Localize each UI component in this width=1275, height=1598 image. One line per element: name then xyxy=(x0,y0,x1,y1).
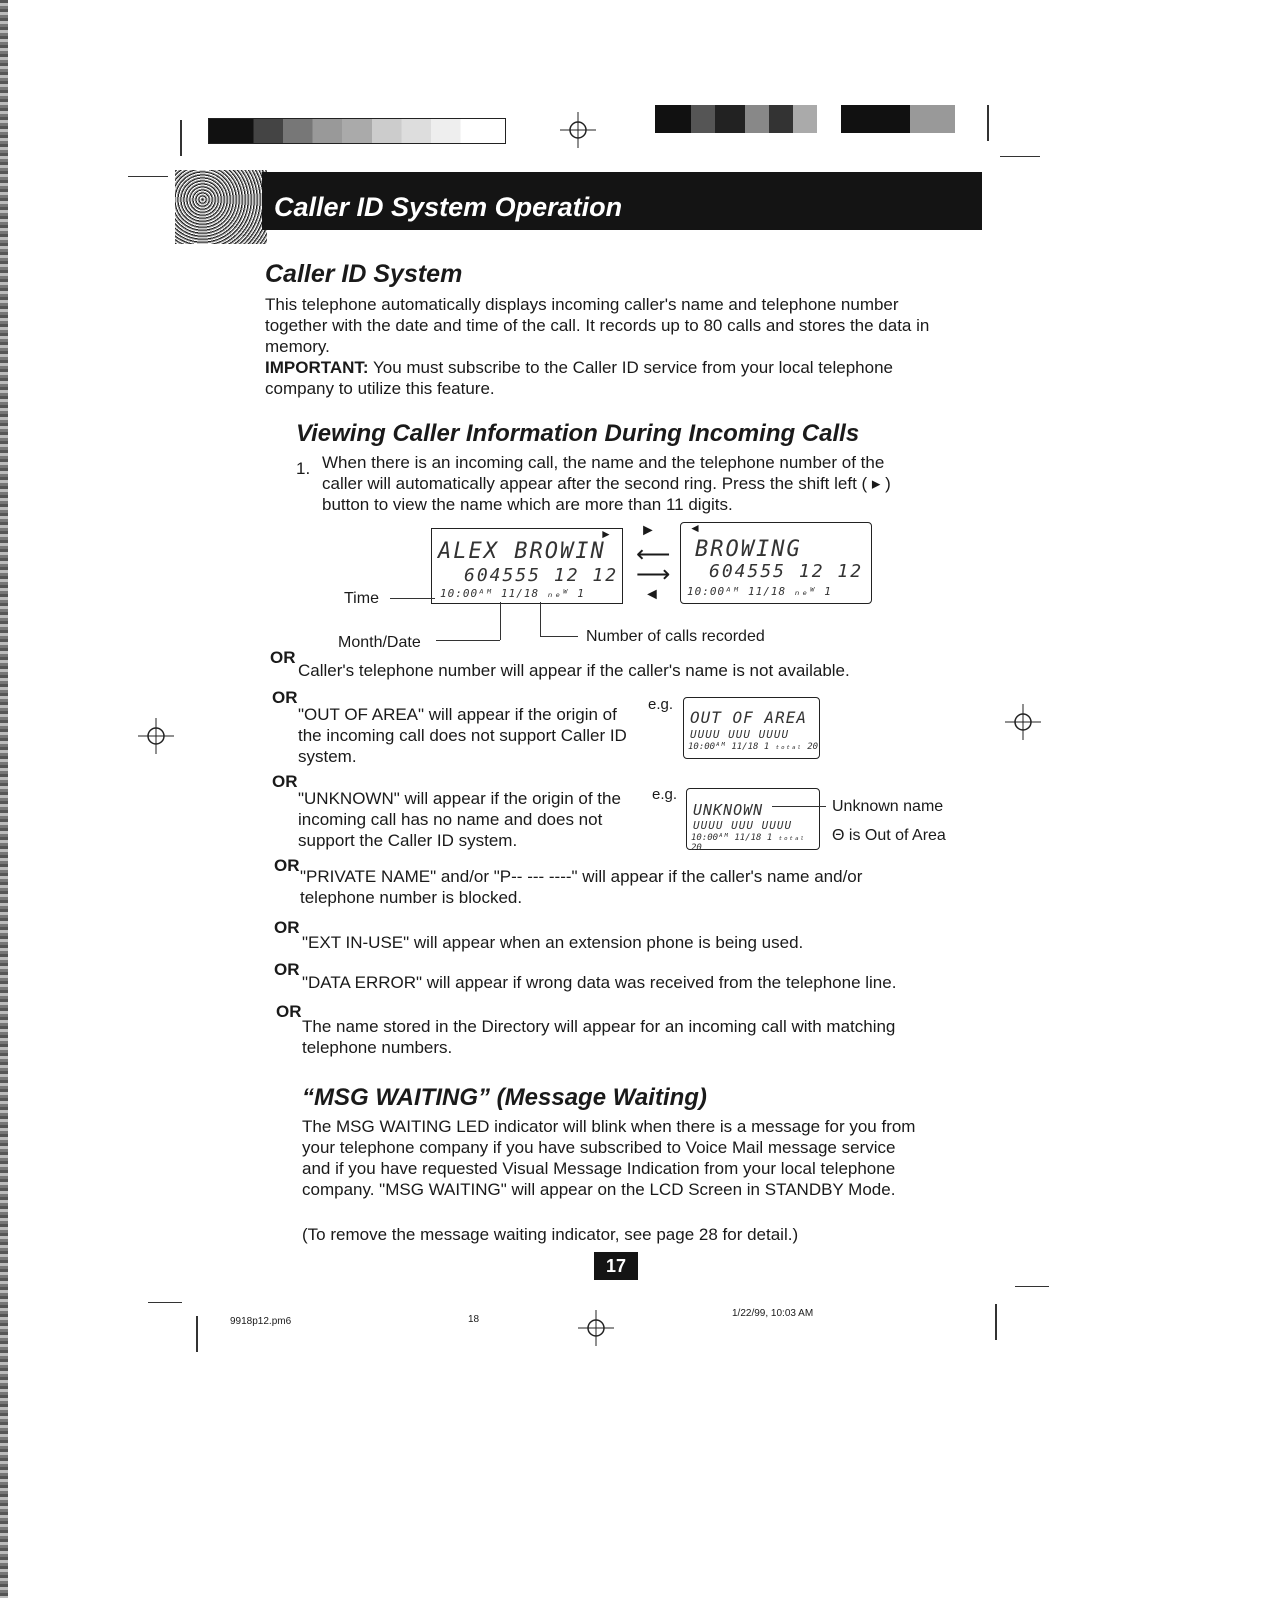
important-text: You must subscribe to the Caller ID service from your local telephone company to utilize this feature. xyxy=(265,358,893,398)
intro-text: This telephone automatically displays incoming caller's name and telephone number together with the date and time of the call. It records up to 80 calls and stores the data in memory. xyxy=(265,295,930,356)
or-label: OR xyxy=(272,772,298,791)
right-arrow-icon: ► xyxy=(640,522,656,539)
right-arrow-icon: ⟶ xyxy=(636,561,671,588)
lcd-line1: ALEX BROWIN xyxy=(438,539,606,564)
leader-line xyxy=(540,636,578,637)
crop-mark xyxy=(1015,1286,1049,1287)
eg-label: e.g. xyxy=(648,696,674,713)
lcd-line2: UUUU UUU UUUU xyxy=(690,728,790,741)
out-of-area-symbol-label: Θ is Out of Area xyxy=(832,827,946,844)
msg-note: (To remove the message waiting indicator, see page 28 for detail.) xyxy=(302,1225,799,1244)
shift-arrow-icon: ► xyxy=(600,527,612,541)
leader-line xyxy=(500,602,501,640)
crop-mark xyxy=(180,120,182,156)
section-title: Caller ID System xyxy=(265,260,463,288)
or-label: OR xyxy=(276,1002,302,1021)
lcd-line3: 10:00ᴬᴹ 11/18 ₙₑᵂ 1 xyxy=(440,587,585,600)
crop-mark xyxy=(995,1304,997,1340)
crop-mark xyxy=(987,105,989,141)
important-label: IMPORTANT: xyxy=(265,358,369,377)
lcd-line1: BROWING xyxy=(695,537,802,562)
left-arrow-icon: ⟵ xyxy=(636,541,671,568)
step-number: 1. xyxy=(296,459,311,478)
lcd-line1: OUT OF AREA xyxy=(690,708,807,727)
left-arrow-icon: ◄ xyxy=(644,586,660,603)
lcd-line2: 604555 12 12 xyxy=(709,561,864,582)
registration-target-icon xyxy=(138,718,174,754)
data-error-text: "DATA ERROR" will appear if wrong data was received from the telephone line. xyxy=(302,973,897,992)
page-title: Caller ID System Operation xyxy=(274,192,623,222)
caller-number-text: Caller's telephone number will appear if the caller's name is not available. xyxy=(298,661,850,680)
eg-label: e.g. xyxy=(652,786,678,803)
or-label: OR xyxy=(274,856,300,875)
footer-page: 18 xyxy=(468,1314,480,1325)
step-text: When there is an incoming call, the name and the telephone number of the caller will automatically appear after the second ring. Press the shift left ( ▸ ) button to view the name which are more than 11 digits. xyxy=(322,453,891,514)
crop-mark xyxy=(128,176,168,177)
crop-mark xyxy=(196,1316,198,1352)
msg-title: “MSG WAITING” (Message Waiting) xyxy=(302,1084,707,1111)
lcd-line1: UNKNOWN xyxy=(693,801,764,819)
page-number: 17 xyxy=(594,1252,638,1280)
registration-bar-right xyxy=(655,105,955,133)
private-text: "PRIVATE NAME" and/or "P-- --- ----" will appear if the caller's name and/or telephone number is blocked. xyxy=(300,867,863,907)
or-label: OR xyxy=(274,918,300,937)
header-pattern xyxy=(175,170,267,244)
ext-text: "EXT IN-USE" will appear when an extension phone is being used. xyxy=(302,933,804,952)
leader-line xyxy=(436,640,500,641)
msg-text: The MSG WAITING LED indicator will blink when there is a message for you from your telephone company if you have subscribed to Voice Mail message service and if you have requested Visual Message Indication from your local telephone company. "MSG WAITING" will appear on the LCD Screen in STANDBY Mode. xyxy=(302,1117,916,1199)
directory-text: The name stored in the Directory will appear for an incoming call with matching telephone numbers. xyxy=(302,1017,896,1057)
crop-mark xyxy=(1000,156,1040,157)
viewing-title: Viewing Caller Information During Incoming Calls xyxy=(296,420,860,447)
lcd-display-out-of-area xyxy=(683,697,820,759)
lcd-line2: 604555 12 12 xyxy=(464,565,619,586)
unknown-text: "UNKNOWN" will appear if the origin of the incoming call has no name and does not support the Caller ID system. xyxy=(298,789,621,850)
scan-edge xyxy=(0,0,8,1598)
lcd-display-unknown xyxy=(686,788,820,853)
or-label: OR xyxy=(274,960,300,979)
registration-target-icon xyxy=(578,1310,614,1346)
registration-target-icon xyxy=(560,112,596,148)
lcd-line3: 10:00ᴬᴹ 11/18 1 ₜₒₜₐₗ 20 xyxy=(691,833,805,853)
registration-bar-left xyxy=(208,118,506,144)
or-label: OR xyxy=(272,688,298,707)
leader-line xyxy=(540,602,541,636)
crop-mark xyxy=(148,1302,182,1303)
label-month-date: Month/Date xyxy=(338,634,421,651)
lcd-line3: 10:00ᴬᴹ 11/18 ₙₑᵂ 1 xyxy=(687,585,832,598)
footer-timestamp: 1/22/99, 10:03 AM xyxy=(732,1308,814,1319)
intro-paragraph xyxy=(265,294,930,399)
label-time: Time xyxy=(344,590,379,607)
lcd-line3: 10:00ᴬᴹ 11/18 1 ₜₒₜₐₗ 20 xyxy=(688,742,819,752)
footer-filename: 9918p12.pm6 xyxy=(230,1316,292,1327)
or-label: OR xyxy=(270,648,296,667)
out-of-area-text: "OUT OF AREA" will appear if the origin of the incoming call does not support Caller ID system. xyxy=(298,705,627,766)
leader-line xyxy=(390,598,435,599)
unknown-name-label: Unknown name xyxy=(832,798,944,815)
leader-line xyxy=(772,806,826,807)
lcd-display-shifted xyxy=(680,522,872,604)
lcd-display-main xyxy=(431,528,623,604)
label-number-of-calls: Number of calls recorded xyxy=(586,628,765,645)
shift-arrow-icon: ◄ xyxy=(689,521,701,535)
lcd-line2: UUUU UUU UUUU xyxy=(693,819,793,832)
registration-target-icon xyxy=(1005,704,1041,740)
